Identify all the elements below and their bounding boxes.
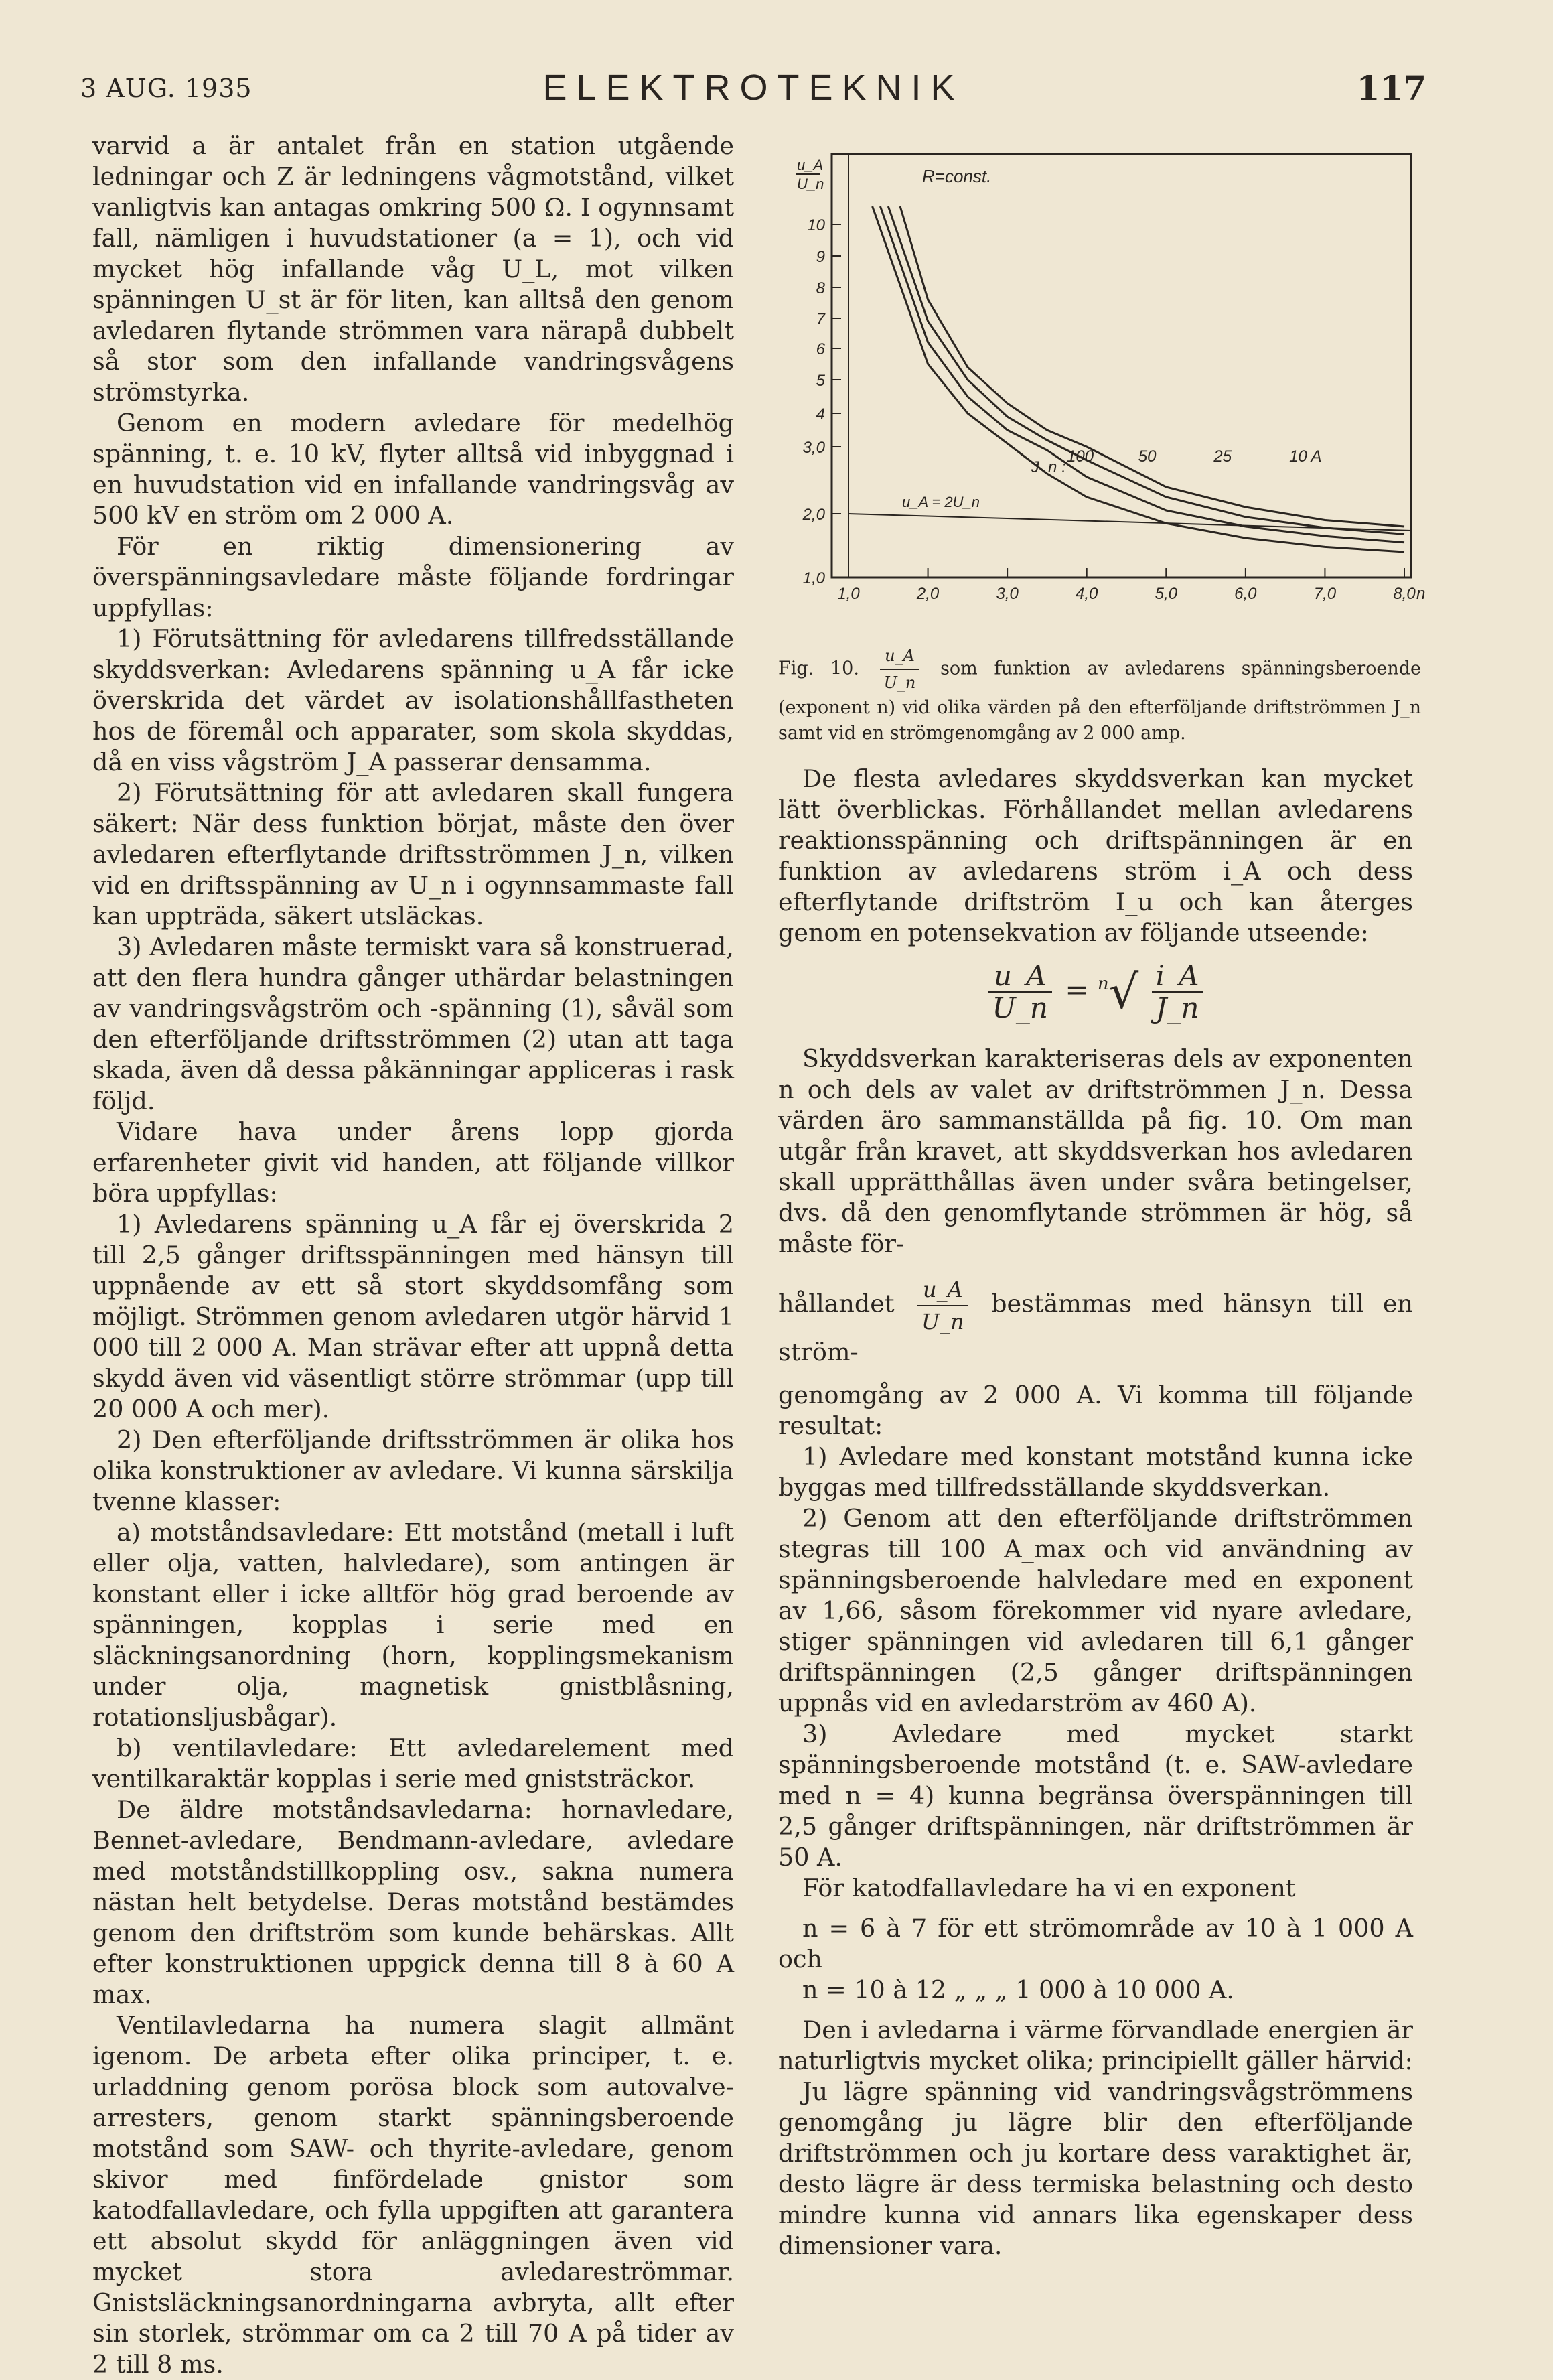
x-axis-label: n <box>1416 585 1426 603</box>
y-tick-label: 9 <box>816 248 825 266</box>
journal-title: ELEKTROTEKNIK <box>542 68 964 108</box>
paragraph: 3) Avledare med mycket starkt spänningsberoende motstånd (t. e. SAW-avledare med n = 4) kunna begränsa överspänningen till 2,5 gånger driftspänningen, när driftströmmen är 50 A. <box>778 1720 1413 1872</box>
series-label: 25 <box>1213 447 1232 466</box>
y-tick-label: 10 <box>807 216 825 234</box>
x-tick-label: 4,0 <box>1076 585 1098 603</box>
equation-lhs <box>988 961 1052 1024</box>
paragraph: 1) Avledarens spänning u_A får ej överskrida 2 till 2,5 gånger driftsspänningen med hänsyn till uppnående av ett så stort skyddsomfång som möjligt. Strömmen genom avledaren utgör härvid 1 000 till 2 000 A. Man strävar efter att uppnå detta skydd även vid väsentligt större strömmar (upp till 20 000 A och mer). <box>92 1210 734 1423</box>
exponent-row: n = 10 à 12 „ „ „ 1 000 à 10 000 A. <box>802 1975 1235 2004</box>
y-tick-label: 2,0 <box>802 506 825 524</box>
right-column <box>778 764 1413 2261</box>
inline-fraction-numerator: u_A <box>917 1274 968 1306</box>
paragraph: 2) Förutsättning för att avledaren skall fungera säkert: När dess funktion börjat, måste den över avledaren efterflytande driftsströmmen J_n, vilken vid en driftsspänning av U_n i ogynnsammaste fall kan uppträda, säkert utsläckas. <box>92 778 734 930</box>
root-index: n <box>1097 974 1109 994</box>
y-tick-label: 6 <box>816 340 825 358</box>
paragraph: Skyddsverkan karakteriseras dels av exponenten n och dels av valet av driftströmmen J_n. Dessa värden äro sammanställda på fig. 10. Om man utgår från kravet, att skyddsverkan hos avledaren skall upprätthållas även under svåra betingelser, dvs. då den genomflytande strömmen är hög, så måste för- <box>778 1044 1413 1258</box>
exponent-row: n = 6 à 7 för ett strömområde av 10 à 1 000 A och <box>778 1914 1413 1973</box>
y-tick-label: 5 <box>816 372 825 390</box>
paragraph: För katodfallavledare ha vi en exponent <box>802 1874 1296 1902</box>
caption-label: Fig. 10. <box>778 658 859 679</box>
page-header <box>80 67 1426 121</box>
caption-fraction-numerator: u_A <box>880 643 920 670</box>
inline-fraction-denominator: U_n <box>921 1309 964 1334</box>
paragraph: a) motståndsavledare: Ett motstånd (metall i luft eller olja, vatten, halvledare), som antingen är konstant eller i icke alltför hög grad beroende av spänningen, kopplas i serie med en släckningsanordning (horn, kopplingsmekanism under olja, magnetisk gnistblåsning, rotationsljusbågar). <box>92 1518 734 1732</box>
radical-sign-icon: √ <box>1108 965 1139 1020</box>
y-axis-label-denominator: U_n <box>797 176 824 192</box>
paragraph: varvid a är antalet från en station utgående ledningar och Z är ledningens vågmotstånd, vilket vanligtvis kan antagas omkring 500 Ω. I ogynnsamt fall, nämligen i huvudstationer (a = 1), och vid mycket hög infallande våg U_L, mot vilken spänningen U_st är för liten, kan alltså den genom avledaren flytande strömmen vara närapå dubbelt så stor som den infallande vandringsvågens strömstyrka. <box>92 131 734 407</box>
reference-label: u_A = 2U_n <box>902 494 980 510</box>
caption-fraction <box>880 643 920 695</box>
x-tick-label: 6,0 <box>1234 585 1257 603</box>
paragraph: 2) Genom att den efterföljande driftströmmen stegras till 100 A_max och vid användning av spänningsberoende halvledare med en exponent av 1,66, såsom förekommer vid nyare avledare, stiger spänningen vid avledaren till 6,1 gånger driftspänningen (2,5 gånger driftspänningen uppnås vid en avledarström av 460 A). <box>778 1504 1413 1718</box>
x-tick-label: 2,0 <box>916 585 940 603</box>
paragraph: Genom en modern avledare för medelhög spänning, t. e. 10 kV, flyter alltså vid inbyggnad i en huvudstation vid en infallande vandringsvåg av 500 kV en ström om 2 000 A. <box>92 409 734 530</box>
x-tick-label: 8,0 <box>1393 585 1416 603</box>
paragraph: Ju lägre spänning vid vandringsvågströmmens genomgång ju lägre blir den efterföljande driftströmmen och ju kortare dess varaktighet är, desto lägre är dess termiska belastning och desto mindre kunna vid annars lika egenskaper dess dimensioner vara. <box>778 2077 1413 2260</box>
plot-frame <box>832 154 1411 577</box>
y-tick-label: 4 <box>816 405 825 423</box>
series-line <box>900 206 1404 527</box>
series-label: 100 <box>1067 447 1094 466</box>
series-label: 50 <box>1138 447 1157 466</box>
x-tick-label: 3,0 <box>996 585 1019 603</box>
paragraph: De flesta avledares skyddsverkan kan mycket lätt överblickas. Förhållandet mellan avledarens reaktionsspänning och driftspänningen är en funktion av avledarens ström i_A och dess efterflytande driftström I_u och kan återges genom en potensekvation av följande utseende: <box>778 764 1413 947</box>
power-equation <box>778 961 1413 1024</box>
text-after-fraction: bestämmas med hänsyn till en ström- <box>778 1289 1414 1367</box>
y-tick-label: 8 <box>816 279 825 297</box>
equation-equals: = <box>1065 973 1089 1006</box>
equation-rhs <box>1152 961 1203 1024</box>
y-tick-label: 3,0 <box>802 439 825 457</box>
paragraph: 3) Avledaren måste termiskt vara så konstruerad, att den flera hundra gånger uthärdar belastningen av vandringsvågström och -spänning (1), såväl som den efterföljande driftsströmmen (2) utan att taga skada, även då dessa påkänningar appliceras i rask följd. <box>92 932 734 1115</box>
inline-fraction <box>917 1274 968 1337</box>
series-line <box>888 206 1404 534</box>
y-tick-label: 1,0 <box>802 569 825 587</box>
paragraph: b) ventilavledare: Ett avledarelement med ventilkaraktär kopplas i serie med gniststräckor. <box>92 1734 734 1793</box>
paragraph: Den i avledarna i värme förvandlade energien är naturligtvis mycket olika; principiellt gäller härvid: <box>778 2016 1413 2075</box>
x-tick-label: 1,0 <box>837 585 860 603</box>
series-label: 10 A <box>1289 447 1322 466</box>
paragraph: De äldre motståndsavledarna: hornavledare, Bennet-avledare, Bendmann-avledare, avledare med motståndstillkoppling osv., sakna numera nästan helt betydelse. Deras motstånd bestämdes genom den driftström som kunde behärskas. Allt efter konstruktionen uppgick denna till 8 à 60 A max. <box>92 1795 734 2009</box>
issue-date: 3 AUG. 1935 <box>80 74 252 103</box>
paragraph: genomgång av 2 000 A. Vi komma till följande resultat: <box>778 1381 1413 1440</box>
caption-fraction-denominator: U_n <box>883 673 916 692</box>
text-before-fraction: hållandet <box>778 1289 895 1318</box>
paragraph: För en riktig dimensionering av överspänningsavledare måste följande fordringar uppfyllas: <box>92 532 734 622</box>
x-tick-label: 5,0 <box>1155 585 1177 603</box>
paragraph: 2) Den efterföljande driftsströmmen är olika hos olika konstruktioner av avledare. Vi kunna särskilja tvenne klasser: <box>92 1425 734 1516</box>
chart-annotation: R=const. <box>922 166 992 186</box>
y-axis-label-numerator: u_A <box>797 157 824 173</box>
x-tick-label: 7,0 <box>1313 585 1337 603</box>
equation-rhs-numerator: i_A <box>1152 961 1203 993</box>
jn-label: J_n : <box>1031 458 1066 476</box>
left-column <box>92 131 734 2380</box>
paragraph: Ventilavledarna ha numera slagit allmänt igenom. De arbeta efter olika principer, t. e. urladdning genom porösa block som autovalve-arresters, genom starkt spänningsberoende motstånd som SAW- och thyrite-avledare, genom skivor med finfördelade gnistor som katodfallavledare, och fylla uppgiften att garantera ett absolut skydd för anläggningen även vid mycket stora avledareströmmar. Gnistsläckningsanordningarna avbryta, allt efter sin storlek, strömmar om ca 2 till 70 A på tider av 2 till 8 ms. <box>92 2011 734 2379</box>
paragraph: 1) Avledare med konstant motstånd kunna icke byggas med tillfredsställande skyddsverkan. <box>778 1442 1413 1502</box>
series-line <box>880 206 1404 543</box>
equation-lhs-denominator: U_n <box>992 991 1048 1024</box>
equation-lhs-numerator: u_A <box>988 961 1052 993</box>
chart-svg <box>778 149 1426 618</box>
equation-rhs-denominator: J_n <box>1155 991 1199 1024</box>
page-number: 117 <box>1356 68 1426 108</box>
caption-text: som funktion av avledarens spänningsberoende (exponent n) vid olika värden på den efterföljande driftströmmen J_n samt vid en strömgenomgång av 2 000 amp. <box>778 658 1421 744</box>
paragraph-with-fraction <box>778 1274 1413 1368</box>
y-tick-label: 7 <box>816 310 825 328</box>
paragraph: 1) Förutsättning för avledarens tillfredsställande skyddsverkan: Avledarens spänning u_A får icke överskrida det värdet av isolationshållfastheten hos de föremål och apparater, som skola skyddas, då en viss vågström J_A passerar densamma. <box>92 624 734 776</box>
figure-caption <box>778 643 1421 746</box>
paragraph: Vidare hava under årens lopp gjorda erfarenheter givit vid handen, att följande villkor böra uppfyllas: <box>92 1117 734 1208</box>
